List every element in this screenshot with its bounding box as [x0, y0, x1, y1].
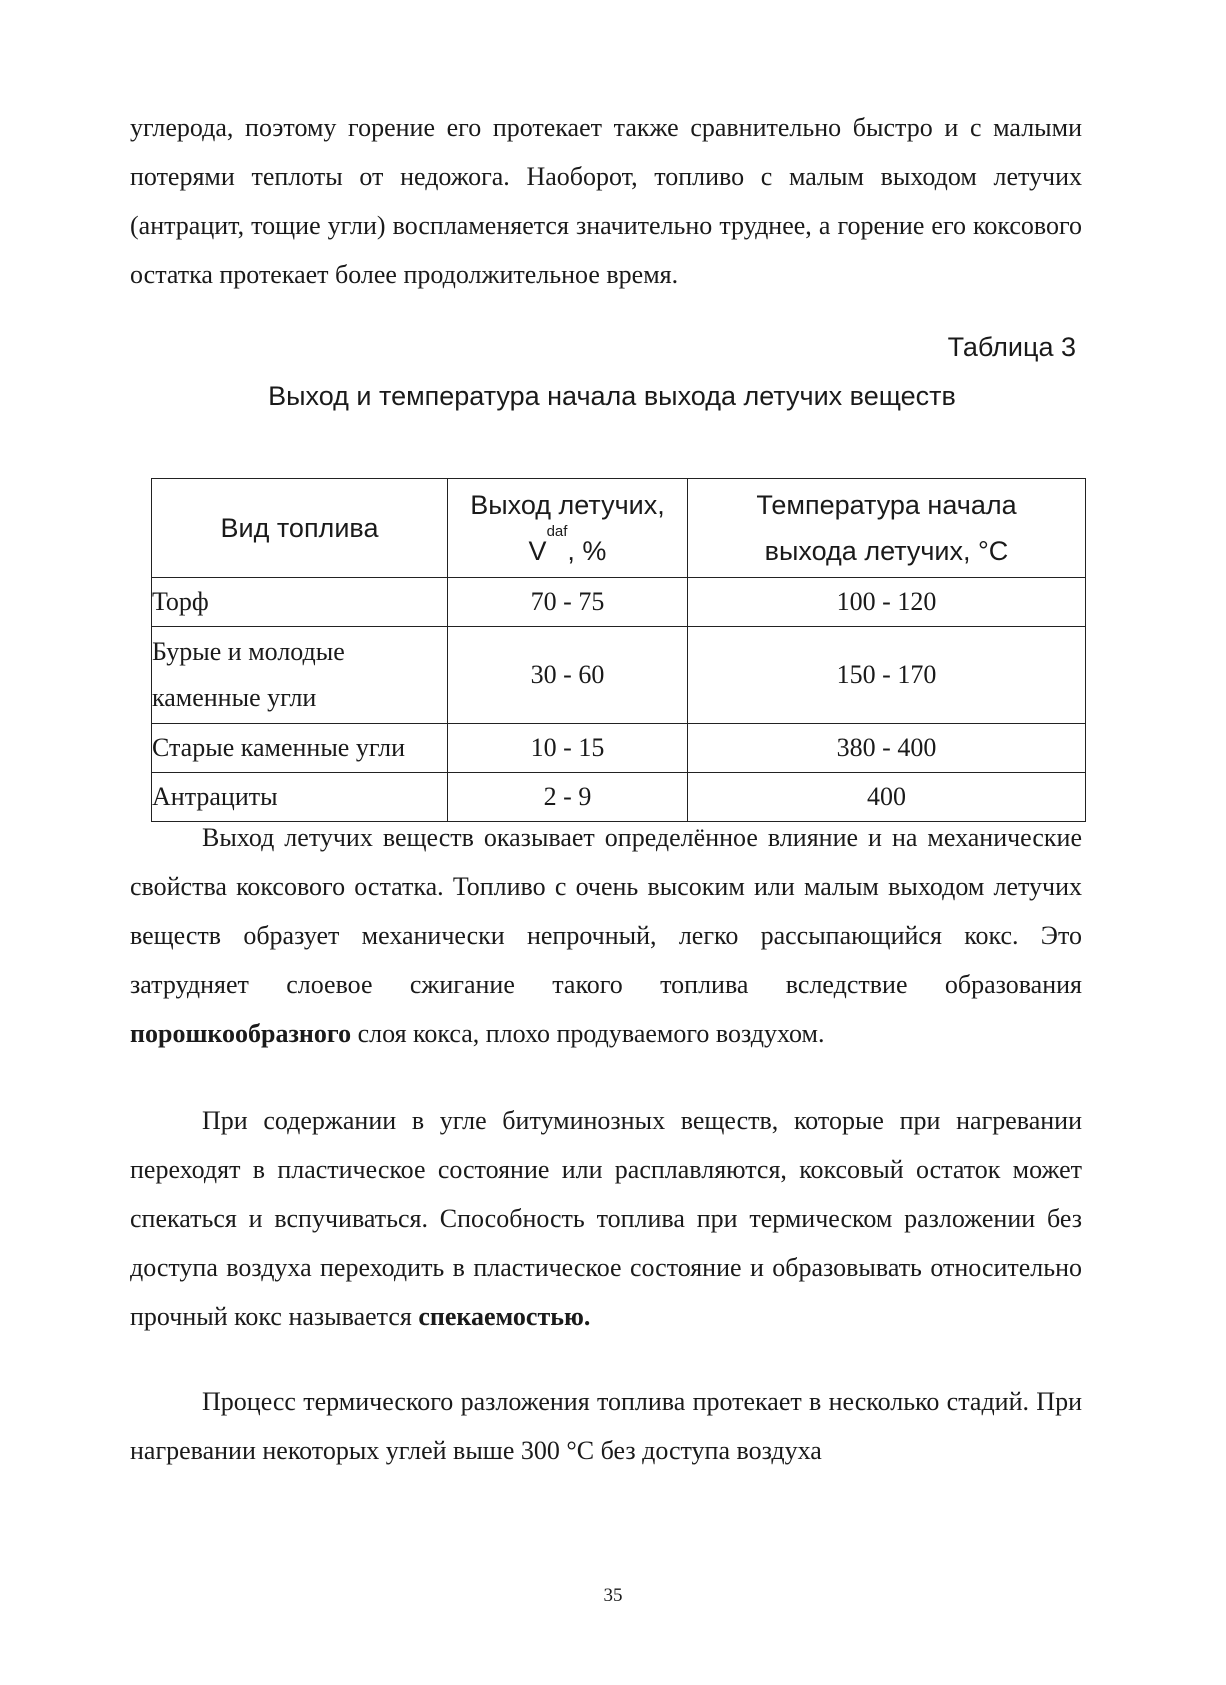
header-temperature-line1: Температура начала	[756, 490, 1017, 520]
page-number: 35	[603, 1585, 623, 1606]
header-yield-unit: , %	[567, 536, 607, 566]
header-temperature	[688, 479, 1086, 578]
table-header-row	[152, 479, 1086, 578]
paragraph-3-text-a: При содержании в угле битуминозных веществ, которые при нагревании переходят в пластическое состояние или расплавляются, коксовый остаток может спекаться и вспучиваться. Способность топлива при термическом разложении без доступа воздуха переходить в пластическое состояние и образовывать относительно прочный кокс называется	[130, 1106, 1082, 1331]
table-row	[152, 627, 1086, 724]
paragraph-2-bold-term: порошкообразного	[130, 1019, 352, 1048]
cell-fuel-line2: каменные угли	[152, 683, 317, 712]
table-row	[152, 724, 1086, 773]
paragraph-2-text-a: Выход летучих веществ оказывает определённое влияние и на механические свойства коксового остатка. Топливо с очень высоким или малым выходом летучих веществ образует механически непрочный, легко рассыпающийся кокс. Это затрудняет слоевое сжигание такого топлива вследствие образования	[130, 823, 1082, 999]
cell-fuel	[152, 627, 448, 724]
cell-yield: 10 - 15	[448, 724, 688, 773]
header-yield-line1: Выход летучих,	[470, 490, 665, 520]
cell-fuel-line1: Бурые и молодые	[152, 637, 345, 666]
cell-temperature: 400	[688, 773, 1086, 822]
cell-yield: 30 - 60	[448, 627, 688, 724]
cell-yield: 2 - 9	[448, 773, 688, 822]
paragraph-volatile-influence	[130, 813, 1082, 1058]
header-temperature-line2: выхода летучих, °С	[764, 536, 1009, 566]
paragraph-2-text-b: слоя кокса, плохо продуваемого воздухом.	[351, 1019, 825, 1048]
cell-fuel: Торф	[152, 578, 448, 627]
cell-temperature: 380 - 400	[688, 724, 1086, 773]
paragraph-3-bold-term: спекаемостью.	[418, 1302, 591, 1331]
table-title: Выход и температура начала выхода летучих веществ	[268, 381, 956, 411]
header-yield-superscript: daf	[546, 523, 568, 540]
paragraph-top: углерода, поэтому горение его протекает также сравнительно быстро и с малыми потерями теплоты от недожога. Наоборот, топливо с малым выходом летучих (антрацит, тощие угли) воспламеняется значительно труднее, а горение его коксового остатка протекает более продолжительное время.	[130, 113, 1082, 289]
volatile-yield-table	[151, 478, 1086, 822]
paragraph-caking	[130, 1096, 1082, 1341]
header-yield-line2	[448, 523, 687, 574]
header-fuel-type	[152, 479, 448, 578]
cell-temperature: 150 - 170	[688, 627, 1086, 724]
header-yield	[448, 479, 688, 578]
cell-fuel: Антрациты	[152, 773, 448, 822]
table-label: Таблица 3	[947, 332, 1076, 362]
table-row	[152, 578, 1086, 627]
cell-fuel: Старые каменные угли	[152, 724, 448, 773]
header-fuel-type-text: Вид топлива	[220, 513, 379, 543]
cell-yield: 70 - 75	[448, 578, 688, 627]
header-yield-symbol: V	[528, 536, 547, 566]
paragraph-decomposition: Процесс термического разложения топлива протекает в несколько стадий. При нагревании некоторых углей выше 300 °С без доступа воздуха	[130, 1387, 1082, 1465]
cell-temperature: 100 - 120	[688, 578, 1086, 627]
